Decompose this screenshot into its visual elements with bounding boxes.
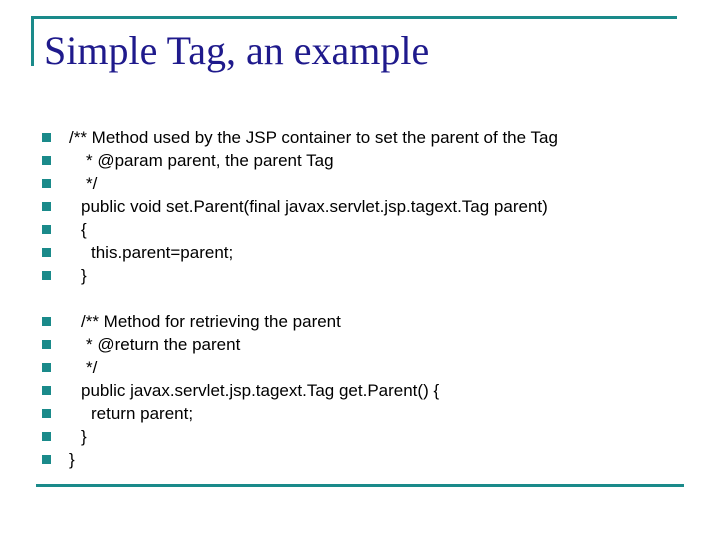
square-bullet-icon	[42, 455, 51, 464]
code-line: public javax.servlet.jsp.tagext.Tag get.Parent() {	[81, 381, 440, 400]
square-bullet-icon	[42, 340, 51, 349]
square-bullet-icon	[42, 248, 51, 257]
square-bullet-icon	[42, 179, 51, 188]
code-line: */	[86, 174, 98, 193]
list-item	[0, 264, 700, 287]
left-border-line	[31, 16, 34, 66]
code-line: /** Method used by the JSP container to set the parent of the Tag	[69, 128, 558, 147]
list-item	[0, 172, 700, 195]
list-item	[0, 448, 700, 471]
square-bullet-icon	[42, 225, 51, 234]
square-bullet-icon	[42, 317, 51, 326]
list-item	[0, 218, 700, 241]
list-item	[0, 402, 700, 425]
list-item	[0, 333, 700, 356]
list-item	[0, 356, 700, 379]
top-border-line	[31, 16, 677, 19]
square-bullet-icon	[42, 363, 51, 372]
code-line: * @param parent, the parent Tag	[86, 151, 334, 170]
square-bullet-icon	[42, 386, 51, 395]
bottom-border-line	[36, 484, 684, 487]
list-item	[0, 379, 700, 402]
square-bullet-icon	[42, 432, 51, 441]
code-line: public void set.Parent(final javax.servlet.jsp.tagext.Tag parent)	[81, 197, 548, 216]
code-line: }	[81, 427, 87, 446]
square-bullet-icon	[42, 202, 51, 211]
list-item	[0, 126, 700, 149]
list-item	[0, 425, 700, 448]
code-line: {	[81, 220, 87, 239]
list-item	[0, 241, 700, 264]
slide-title: Simple Tag, an example	[44, 28, 430, 73]
code-line: this.parent=parent;	[91, 243, 234, 262]
list-item	[0, 195, 700, 218]
code-line: }	[69, 450, 75, 469]
square-bullet-icon	[42, 133, 51, 142]
list-item	[0, 310, 700, 333]
square-bullet-icon	[42, 271, 51, 280]
list-item	[0, 149, 700, 172]
code-line: */	[86, 358, 98, 377]
code-line: return parent;	[91, 404, 194, 423]
code-line: * @return the parent	[86, 335, 241, 354]
square-bullet-icon	[42, 409, 51, 418]
square-bullet-icon	[42, 156, 51, 165]
code-line: /** Method for retrieving the parent	[81, 312, 341, 331]
code-line: }	[81, 266, 87, 285]
